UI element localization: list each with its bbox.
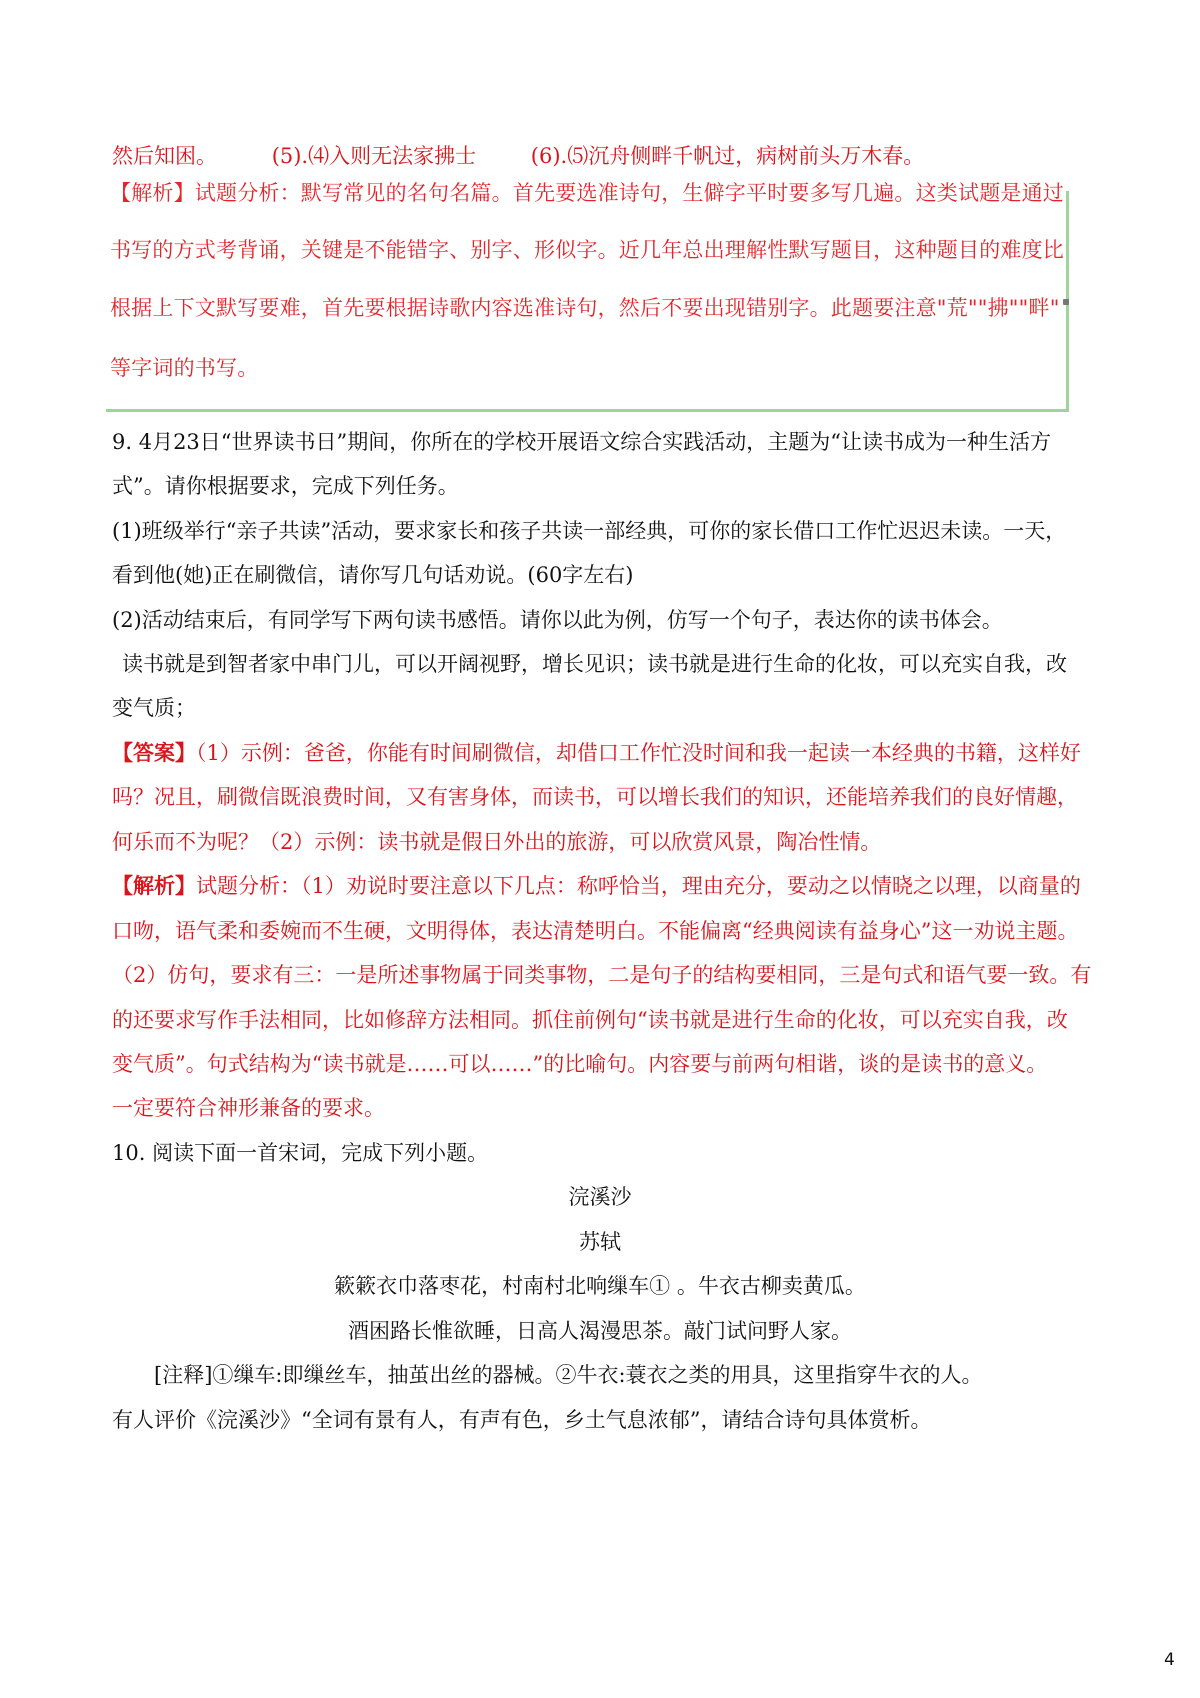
q9-stem-2: 式”。请你根据要求，完成下列任务。 [112, 474, 459, 498]
answer-text-1: （1）示例：爸爸，你能有时间刷微信，却借口工作忙没时间和我一起读一本经典的书籍，这样好 [196, 741, 1081, 765]
answer-tag: 【答案】 [112, 740, 196, 765]
q9-task1-2: 看到他(她)正在刷微信，请你写几句话劝说。(60字左右) [112, 563, 634, 587]
analysis-text-1: 试题分析：（1）劝说时要注意以下几点：称呼恰当，理由充分，要动之以情晓之以理，以商量的 [196, 874, 1081, 898]
prev-analysis-line-4: 等字词的书写。 [110, 356, 259, 380]
q9-analysis-6: 一定要符合神形兼备的要求。 [112, 1096, 385, 1120]
q9-task1-1: (1)班级举行“亲子共读”活动，要求家长和孩子共读一部经典，可你的家长借口工作忙迟迟未读。一天， [112, 519, 1067, 543]
q10-stem: 10. 阅读下面一首宋词，完成下列小题。 [112, 1141, 489, 1165]
q9-stem-1: 9. 4月23日“世界读书日”期间，你所在的学校开展语文综合实践活动，主题为“让读书成为一种生活方 [112, 430, 1051, 454]
q9-answer-2: 吗？况且，刷微信既浪费时间，又有害身体，而读书，可以增长我们的知识，还能培养我们的良好情趣， [112, 785, 1078, 809]
poem-line-2: 酒困路长惟欲睡，日高人渴漫思茶。敲门试问野人家。 [348, 1319, 852, 1343]
prev-analysis-line-2: 书写的方式考背诵，关键是不能错字、别字、形似字。近几年总出理解性默写题目，这种题目的难度比 [110, 238, 1064, 262]
prev-answer-text: 然后知困。 [112, 144, 217, 168]
q9-example-2: 变气质； [112, 696, 196, 720]
poem-line-1: 簌簌衣巾落枣花，村南村北响缫车① 。牛衣古柳卖黄瓜。 [334, 1274, 866, 1298]
resize-handle-icon[interactable] [1063, 299, 1069, 305]
q9-analysis-3: （2）仿句，要求有三：一是所述事物属于同类事物，二是句子的结构要相同，三是句式和语气要一致。有 [112, 963, 1092, 987]
analysis-tag: 【解析】 [112, 873, 196, 898]
q9-analysis-1 [112, 872, 1081, 900]
poem-title: 浣溪沙 [568, 1185, 632, 1209]
q9-analysis-4: 的还要求写作手法相同，比如修辞方法相同。抓住前例句“读书就是进行生命的化妆，可以充实自我，改 [112, 1008, 1068, 1032]
q9-answer-3: 何乐而不为呢？（2）示例：读书就是假日外出的旅游，可以欣赏风景，陶冶性情。 [112, 830, 882, 854]
page-number: 4 [1164, 1650, 1175, 1670]
q9-task2: (2)活动结束后，有同学写下两句读书感悟。请你以此为例，仿写一个句子，表达你的读书体会。 [112, 608, 1003, 632]
poem-author: 苏轼 [579, 1230, 621, 1254]
prev-analysis-box [106, 181, 1069, 412]
q10-question: 有人评价《浣溪沙》“全词有景有人，有声有色，乡土气息浓郁”，请结合诗句具体赏析。 [112, 1408, 932, 1432]
q9-answer-1 [112, 739, 1081, 767]
prev-answer-item5: (5).⑷入则无法家拂士 [271, 144, 477, 168]
prev-analysis-line-1: 【解析】试题分析：默写常见的名句名篇。首先要选准诗句，生僻字平时要多写几遍。这类试题是通过 [110, 181, 1064, 205]
poem-note: [注释]①缫车:即缫丝车，抽茧出丝的器械。②牛衣:蓑衣之类的用具，这里指穿牛衣的人。 [154, 1363, 983, 1387]
q9-example-1: 读书就是到智者家中串门儿，可以开阔视野，增长见识；读书就是进行生命的化妆，可以充实自我，改 [122, 652, 1067, 676]
q9-analysis-2: 口吻，语气柔和委婉而不生硬，文明得体，表达清楚明白。不能偏离“经典阅读有益身心”这一劝说主题。 [112, 919, 1079, 943]
prev-analysis-line-3: 根据上下文默写要难，首先要根据诗歌内容选准诗句，然后不要出现错别字。此题要注意"荒""拂""畔" [110, 296, 1060, 320]
prev-answer-line [112, 142, 924, 170]
q9-analysis-5: 变气质”。句式结构为“读书就是……可以……”的比喻句。内容要与前两句相谐，谈的是读书的意义。 [112, 1052, 1048, 1076]
prev-answer-item6: (6).⑸沉舟侧畔千帆过，病树前头万木春。 [530, 144, 925, 168]
